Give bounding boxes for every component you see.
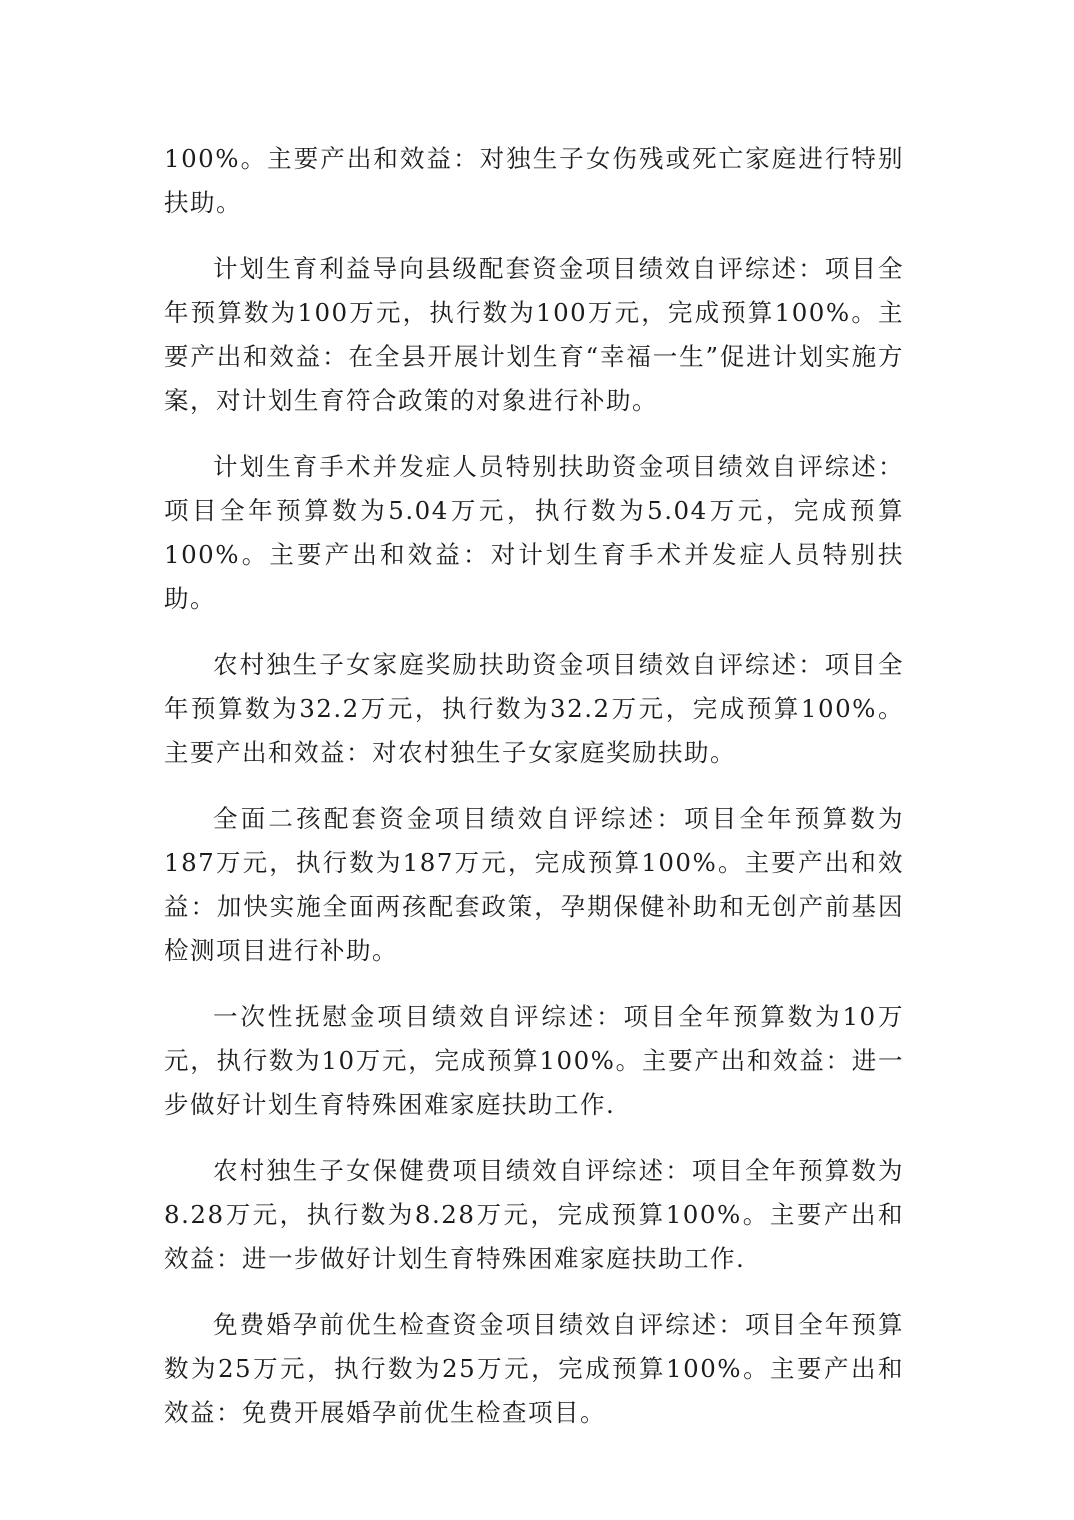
paragraph-surgery-complication-fund: 计划生育手术并发症人员特别扶助资金项目绩效自评综述：项目全年预算数为5.04万元，执行数为5.04万元，完成预算100%。主要产出和效益：对计划生育手术并发症人员特别扶助。	[164, 452, 904, 613]
paragraph-one-time-compensation: 一次性抚慰金项目绩效自评综述：项目全年预算数为10万元，执行数为10万元，完成预算100%。主要产出和效益：进一步做好计划生育特殊困难家庭扶助工作.	[164, 1002, 904, 1119]
document-body	[164, 137, 904, 1457]
paragraph-second-child-fund: 全面二孩配套资金项目绩效自评综述：项目全年预算数为187万元，执行数为187万元，完成预算100%。主要产出和效益：加快实施全面两孩配套政策，孕期保健补助和无创产前基因检测项目进行补助。	[164, 804, 904, 965]
paragraph-continuation: 100%。主要产出和效益：对独生子女伤残或死亡家庭进行特别扶助。	[164, 144, 904, 217]
paragraph-rural-only-child-healthcare: 农村独生子女保健费项目绩效自评综述：项目全年预算数为8.28万元，执行数为8.28万元，完成预算100%。主要产出和效益：进一步做好计划生育特殊困难家庭扶助工作.	[164, 1156, 904, 1273]
paragraph-family-planning-county-fund: 计划生育利益导向县级配套资金项目绩效自评综述：项目全年预算数为100万元，执行数为100万元，完成预算100%。主要产出和效益：在全县开展计划生育“幸福一生”促进计划实施方案，对计划生育符合政策的对象进行补助。	[164, 254, 904, 415]
paragraph-premarital-checkup-fund: 免费婚孕前优生检查资金项目绩效自评综述：项目全年预算数为25万元，执行数为25万元，完成预算100%。主要产出和效益：免费开展婚孕前优生检查项目。	[164, 1310, 904, 1427]
paragraph-rural-only-child-reward-fund: 农村独生子女家庭奖励扶助资金项目绩效自评综述：项目全年预算数为32.2万元，执行数为32.2万元，完成预算100%。主要产出和效益：对农村独生子女家庭奖励扶助。	[164, 650, 904, 767]
